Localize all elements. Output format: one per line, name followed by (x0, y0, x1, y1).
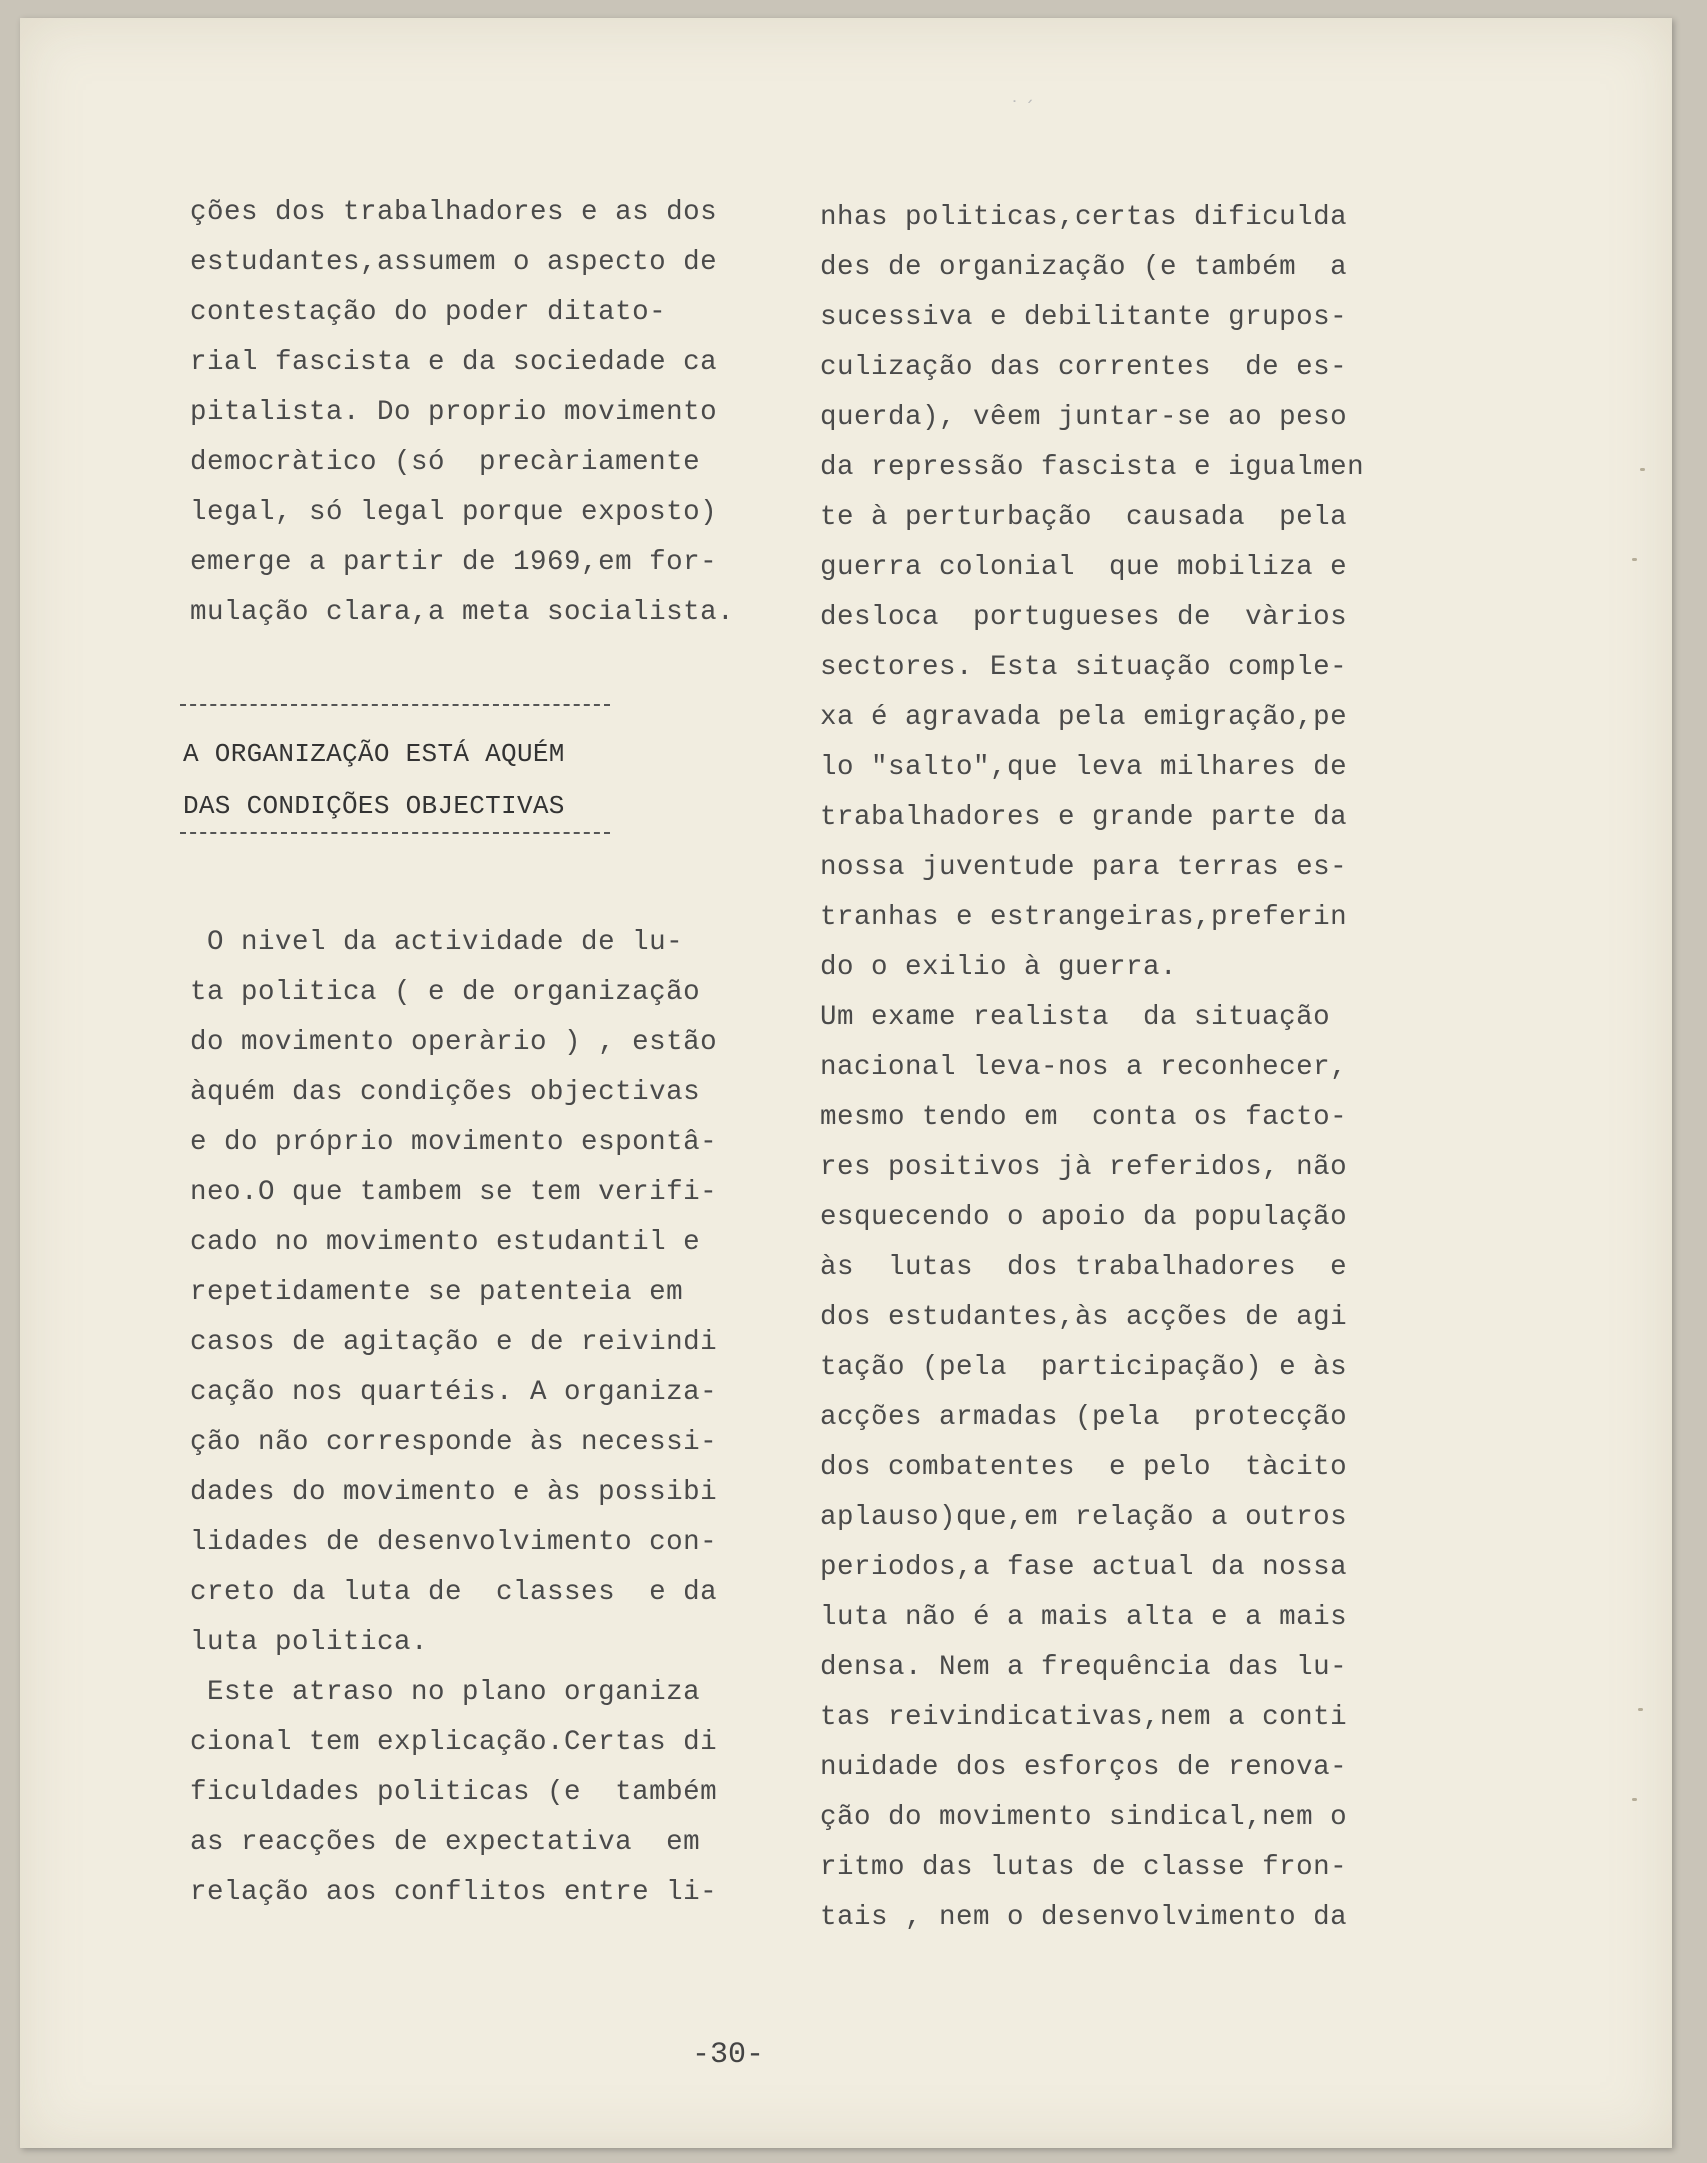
text-line: nossa juventude para terras es- (820, 852, 1348, 883)
text-line: desloca portugueses de vàrios (820, 602, 1348, 633)
text-line: neo.O que tambem se tem verifi- (190, 1177, 718, 1208)
text-line: aplauso)que,em relação a outros (820, 1502, 1348, 1533)
text-line: ritmo das lutas de classe fron- (820, 1852, 1348, 1883)
text-line: mesmo tendo em conta os facto- (820, 1102, 1348, 1133)
text-line: cado no movimento estudantil e (190, 1227, 701, 1258)
text-line: acções armadas (pela protecção (820, 1402, 1348, 1433)
right-column-text (820, 193, 1420, 1943)
text-line: àquém das condições objectivas (190, 1077, 701, 1108)
text-line: querda), vêem juntar-se ao peso (820, 402, 1348, 433)
text-line: dos combatentes e pelo tàcito (820, 1452, 1348, 1483)
text-line: do o exilio à guerra. (820, 952, 1178, 983)
text-line: dades do movimento e às possibi (190, 1477, 718, 1508)
text-line: nacional leva-nos a reconhecer, (820, 1052, 1348, 1083)
text-line: legal, só legal porque exposto) (190, 497, 718, 528)
text-line: lidades de desenvolvimento con- (190, 1527, 718, 1558)
text-line: mulação clara,a meta socialista. (190, 597, 735, 628)
text-line: guerra colonial que mobiliza e (820, 552, 1348, 583)
text-line: as reacções de expectativa em (190, 1827, 701, 1858)
text-line: e do próprio movimento espontâ- (190, 1127, 718, 1158)
text-line: O nivel da actividade de lu- (190, 927, 684, 958)
text-line: cação nos quartéis. A organiza- (190, 1377, 718, 1408)
text-line: creto da luta de classes e da (190, 1577, 718, 1608)
text-line: sectores. Esta situação comple- (820, 652, 1348, 683)
text-line: DAS CONDIÇÕES OBJECTIVAS (183, 791, 565, 821)
text-line: tas reivindicativas,nem a conti (820, 1702, 1348, 1733)
text-line: densa. Nem a frequência das lu- (820, 1652, 1348, 1683)
text-line: tação (pela participação) e às (820, 1352, 1348, 1383)
text-line: relação aos conflitos entre li- (190, 1877, 718, 1908)
text-line: da repressão fascista e igualmen (820, 452, 1365, 483)
left-column-top-text (190, 188, 770, 638)
text-line: sucessiva e debilitante grupos- (820, 302, 1348, 333)
section-heading (183, 728, 565, 832)
text-line: ta politica ( e de organização (190, 977, 701, 1008)
text-line: tranhas e estrangeiras,preferin (820, 902, 1348, 933)
paper-speck (1640, 468, 1645, 471)
page-number: -30- (692, 2038, 765, 2072)
paper-speck (1632, 1798, 1637, 1801)
text-line: às lutas dos trabalhadores e (820, 1252, 1348, 1283)
text-line: res positivos jà referidos, não (820, 1152, 1348, 1183)
text-line: cional tem explicação.Certas di (190, 1727, 718, 1758)
document-page (20, 18, 1672, 2148)
text-line: nhas politicas,certas dificulda (820, 202, 1348, 233)
text-line: estudantes,assumem o aspecto de (190, 247, 718, 278)
text-line: ção não corresponde às necessi- (190, 1427, 718, 1458)
text-line: rial fascista e da sociedade ca (190, 347, 718, 378)
text-line: trabalhadores e grande parte da (820, 802, 1348, 833)
paper-speck (1632, 558, 1637, 561)
text-line: Um exame realista da situação (820, 1002, 1331, 1033)
text-line: xa é agravada pela emigração,pe (820, 702, 1348, 733)
text-line: ção do movimento sindical,nem o (820, 1802, 1348, 1833)
text-line: pitalista. Do proprio movimento (190, 397, 718, 428)
text-line: dos estudantes,às acções de agi (820, 1302, 1348, 1333)
text-line: nuidade dos esforços de renova- (820, 1752, 1348, 1783)
text-line: lo "salto",que leva milhares de (820, 752, 1348, 783)
text-line: Este atraso no plano organiza (190, 1677, 701, 1708)
text-line: ficuldades politicas (e também (190, 1777, 718, 1808)
faint-pencil-mark: ˙ ´ (1010, 98, 1034, 119)
heading-top-divider (180, 704, 610, 706)
text-line: casos de agitação e de reivindi (190, 1327, 718, 1358)
text-line: democràtico (só precàriamente (190, 447, 701, 478)
text-line: ções dos trabalhadores e as dos (190, 197, 718, 228)
text-line: des de organização (e também a (820, 252, 1348, 283)
text-line: esquecendo o apoio da população (820, 1202, 1348, 1233)
paper-speck (1638, 1708, 1643, 1711)
text-line: luta politica. (190, 1627, 429, 1658)
text-line: do movimento operàrio ) , estão (190, 1027, 718, 1058)
text-line: A ORGANIZAÇÃO ESTÁ AQUÉM (183, 739, 565, 769)
heading-bottom-divider (180, 832, 610, 834)
left-column-body-text (190, 918, 770, 1918)
text-line: tais , nem o desenvolvimento da (820, 1902, 1348, 1933)
text-line: te à perturbação causada pela (820, 502, 1348, 533)
text-line: periodos,a fase actual da nossa (820, 1552, 1348, 1583)
text-line: contestação do poder ditato- (190, 297, 667, 328)
text-line: luta não é a mais alta e a mais (820, 1602, 1348, 1633)
text-line: repetidamente se patenteia em (190, 1277, 684, 1308)
text-line: culização das correntes de es- (820, 352, 1348, 383)
text-line: emerge a partir de 1969,em for- (190, 547, 718, 578)
